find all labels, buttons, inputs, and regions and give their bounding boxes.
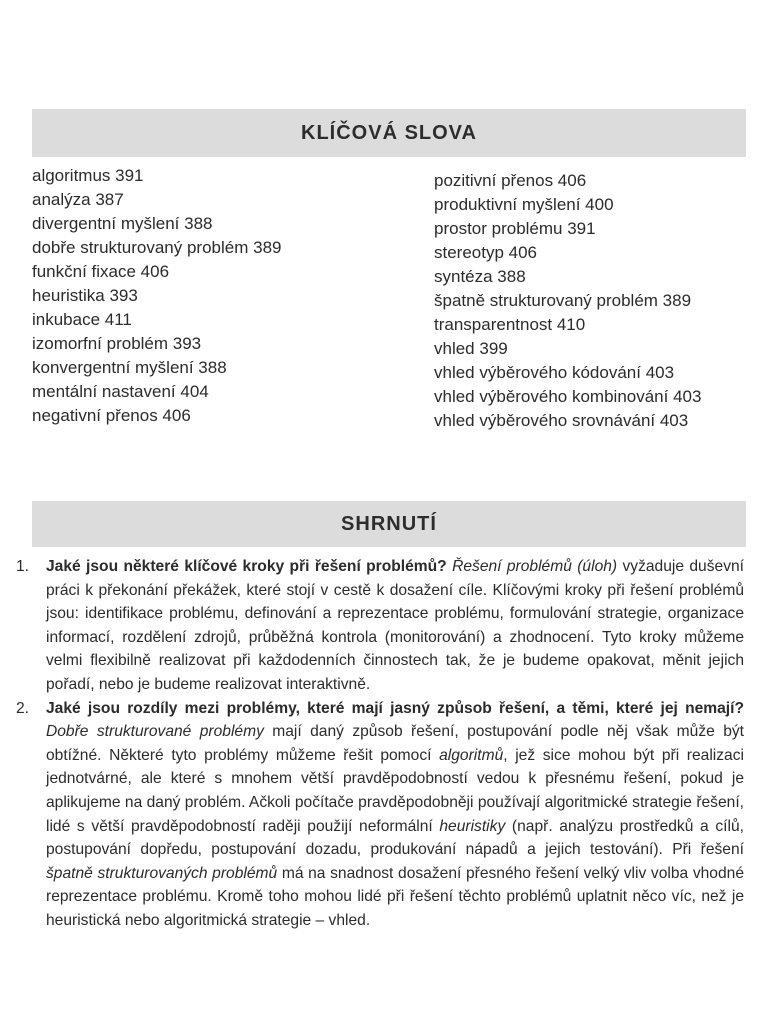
keywords-title: KLÍČOVÁ SLOVA <box>301 121 477 144</box>
summary-term: Dobře strukturované problémy <box>46 723 264 741</box>
keyword-item: dobře strukturovaný problém 389 <box>32 238 282 257</box>
keyword-item: vhled výběrového srovnávání 403 <box>434 411 689 430</box>
keywords-left-column <box>32 164 281 428</box>
keyword-item: prostor problému 391 <box>434 219 596 238</box>
keywords-header <box>32 109 746 157</box>
summary-header <box>32 501 746 547</box>
summary-term: algoritmů <box>439 746 504 764</box>
summary-text: (např. analýzu prostředků a cílů, postupování dopředu, postupování dozadu, produkování nápadů a jejich testování). Při řešení <box>46 817 744 859</box>
summary-text: vyžaduje duševní práci k překonání překážek, které stojí v cestě k dosažení cíle. Klíčovými kroky při řešení problémů jsou: identifikace problému, definování a reprezentace problému, formulování strategie, organizace informací, rozdělení zdrojů, průběžná kontrola (monitorování) a zhodnocení. Tyto kroky můžeme velmi flexibilně realizovat při každodenních činnostech tak, že je budeme opakovat, měnit jejich pořadí, nebo je budeme realizovat interaktivně. <box>46 558 745 693</box>
keyword-item: divergentní myšlení 388 <box>32 214 213 233</box>
keyword-item: heuristika 393 <box>32 286 138 305</box>
summary-text: má na snadnost dosažení přesného řešení velký vliv volba vhodné reprezentace problému. Kromě toho mohou lidé při řešení těchto problémů uplatnit něco víc, než je heuristická nebo algoritmická strategie – vhled. <box>46 864 744 929</box>
keyword-item: algoritmus 391 <box>32 166 144 185</box>
keyword-item: izomorfní problém 393 <box>32 334 202 353</box>
summary-title: SHRNUTÍ <box>341 512 437 535</box>
keywords-right-column <box>434 169 701 433</box>
keyword-item: stereotyp 406 <box>434 243 538 262</box>
keyword-item: negativní přenos 406 <box>32 406 191 425</box>
summary-term: špatně strukturovaných problémů <box>46 864 278 882</box>
keyword-item: vhled výběrového kombinování 403 <box>434 387 702 406</box>
keyword-item: vhled 399 <box>434 339 508 358</box>
summary-term: heuristiky <box>439 817 506 835</box>
summary-item <box>16 555 744 697</box>
keyword-item: inkubace 411 <box>32 310 132 329</box>
keyword-item: špatně strukturovaný problém 389 <box>434 291 692 310</box>
summary-question: Jaké jsou některé klíčové kroky při řešení problémů? <box>46 558 447 575</box>
keyword-item: analýza 387 <box>32 190 124 209</box>
summary-question: Jaké jsou rozdíly mezi problémy, které mají jasný způsob řešení, a těmi, které jej nemají? <box>46 699 744 717</box>
summary-item <box>16 697 744 933</box>
summary-text: , jež sice mohou být při realizaci jednotvárné, ale které s mnohem větší pravděpodobností vedou k přesnému řešení, pokud je aplikujeme na daný problém. Ačkoli počítače pravděpodobněji používají algoritmické strategie řešení, lidé s větší pravděpodobností raději použijí neformální <box>46 746 744 835</box>
keyword-item: konvergentní myšlení 388 <box>32 358 227 377</box>
keyword-item: mentální nastavení 404 <box>32 382 209 401</box>
keyword-item: produktivní myšlení 400 <box>434 195 614 214</box>
keyword-item: pozitivní přenos 406 <box>434 171 587 190</box>
keyword-item: vhled výběrového kódování 403 <box>434 363 675 382</box>
summary-item-number: 2. <box>16 699 30 717</box>
summary-term: Řešení problémů (úloh) <box>452 558 618 575</box>
summary-item-number: 1. <box>16 558 30 575</box>
keyword-item: transparentnost 410 <box>434 315 586 334</box>
summary-text: mají daný způsob řešení, postupování podle něj však může být obtížné. Některé tyto problémy můžeme řešit pomocí <box>46 723 744 764</box>
keyword-item: funkční fixace 406 <box>32 262 170 281</box>
keyword-item: syntéza 388 <box>434 267 526 286</box>
summary-list <box>16 555 744 933</box>
